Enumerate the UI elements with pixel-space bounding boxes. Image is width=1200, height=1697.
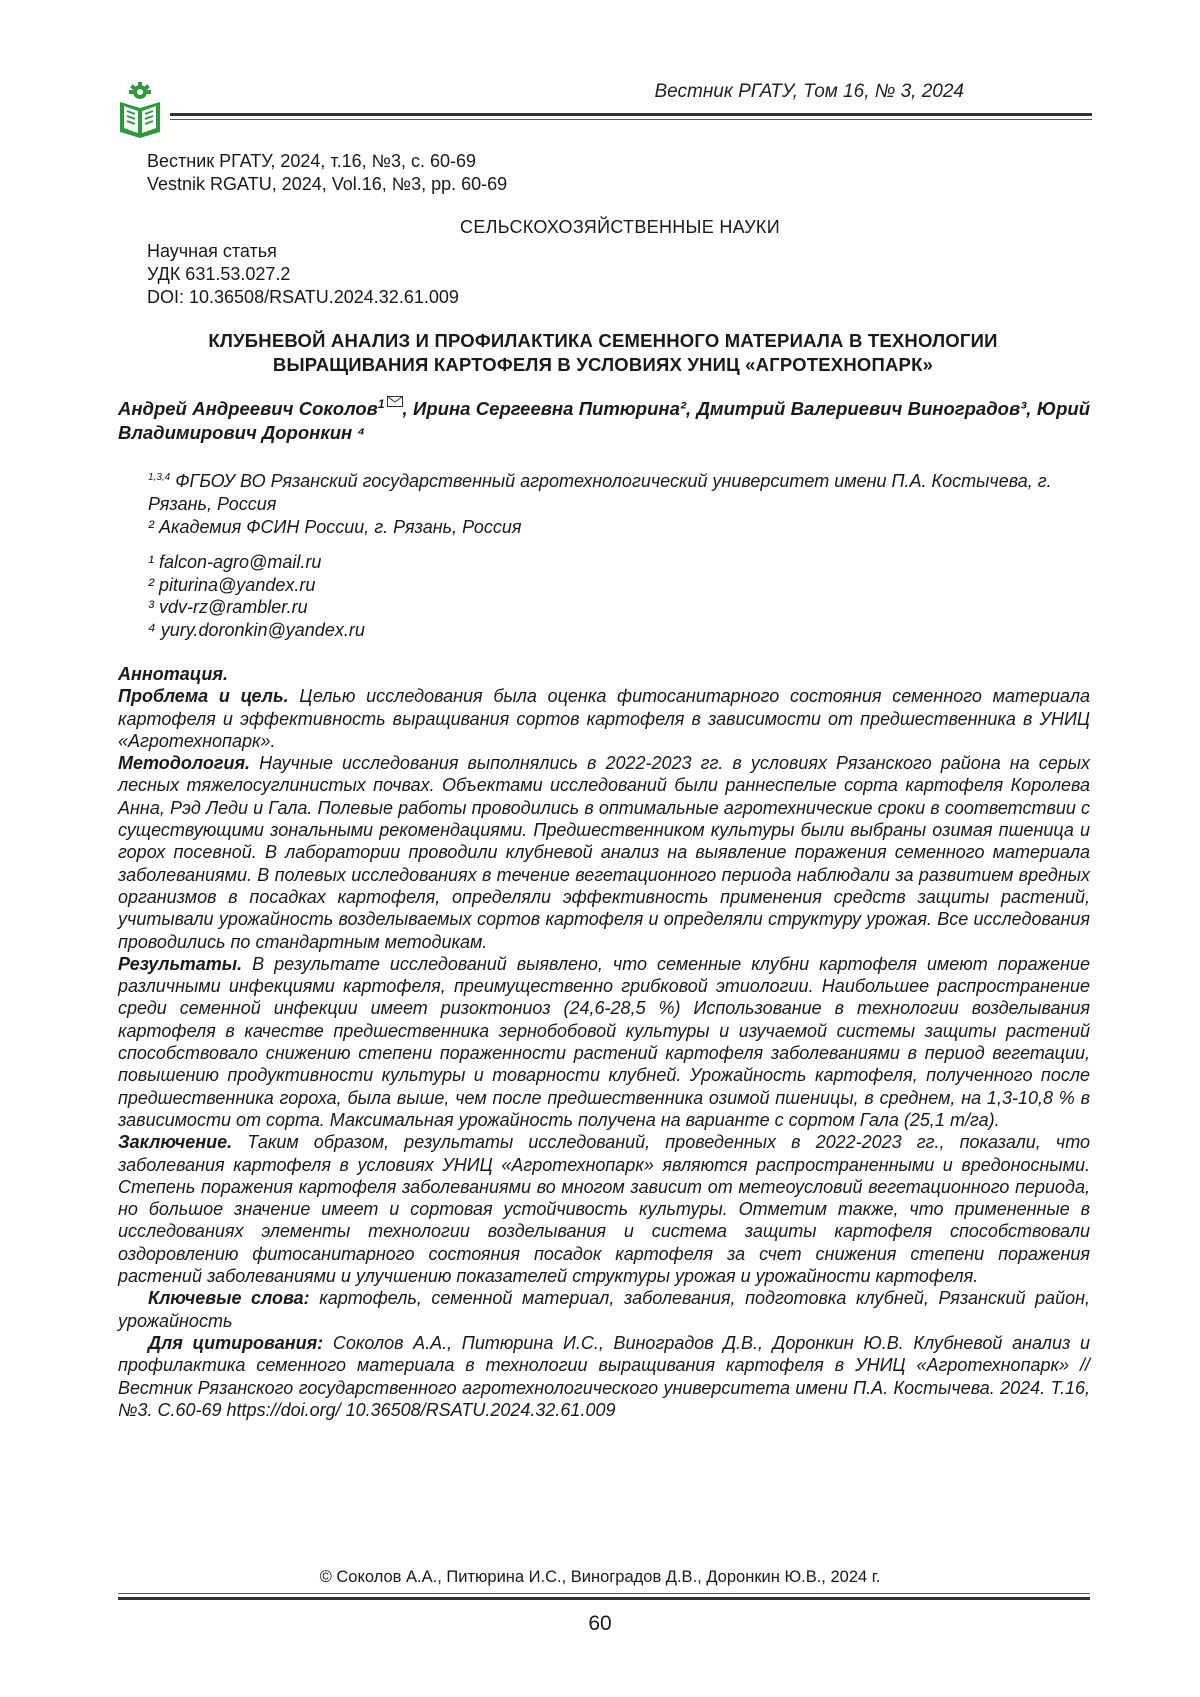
keywords [118, 1287, 1090, 1332]
methodology-label: Методология. [118, 753, 251, 774]
email-link[interactable]: ³ vdv-rz@rambler.ru [148, 597, 308, 617]
affiliations [118, 466, 1090, 539]
citation-block [147, 150, 507, 196]
problem-label: Проблема и цель. [118, 686, 289, 707]
affiliation-marks: 1,3,4 [148, 472, 171, 483]
cite-label: Для цитирования: [148, 1332, 324, 1353]
keywords-text: картофель, семенной материал, заболевания, подготовка клубней, Рязанский район, урожайность [118, 1288, 1091, 1331]
author-affil-mark: 1 [377, 397, 385, 411]
article-type: Научная статья [147, 241, 277, 261]
citation-ru: Вестник РГАТУ, 2024, т.16, №3, с. 60-69 [147, 151, 477, 171]
affiliation-text: ФГБОУ ВО Рязанский государственный агротехнологический университет имени П.А. Костычева, г. Рязань, Россия [148, 471, 1052, 514]
header-rule [170, 113, 1092, 121]
author-name: , Ирина Сергеевна Питюрина² [402, 398, 687, 420]
conclusion-text: Таким образом, результаты исследований, проведенных в 2022-2023 гг., показали, что заболевания картофеля в условиях УНИЦ «Агротехнопарк» являются распространенными и вредоносными. Степень поражения картофеля заболеваниями во многом зависит от метеоусловий вегетационного периода, но большое значение имеет и сортовая устойчивость культуры. Отметим также, что примененные в исследованиях элементы технологии возделывания и система защиты картофеля способствовали оздоровлению фитосанитарного состояния посадок картофеля за счет снижения степени поражения растений заболеваниями и улучшению показателей структуры урожая и урожайности картофеля. [118, 1132, 1090, 1287]
copyright-line: © Соколов А.А., Питюрина И.С., Виноградов Д.В., Доронкин Ю.В., 2024 г. [319, 1568, 881, 1586]
problem-text: Целью исследования была оценка фитосанитарного состояния семенного материала картофеля и эффективность выращивания сортов картофеля в зависимости от предшественника в УНИЦ «Агротехнопарк». [118, 686, 1091, 751]
affiliation-1 [118, 466, 1090, 516]
abstract-methodology [118, 752, 1090, 953]
section-heading: СЕЛЬСКОХОЗЯЙСТВЕННЫЕ НАУКИ [460, 217, 780, 237]
affiliation-2: ² Академия ФСИН России, г. Рязань, Россия [148, 517, 522, 537]
results-text: В результате исследований выявлено, что семенные клубни картофеля имеют поражение различными инфекциями картофеля, преимущественно грибковой этиологии. Наибольшее распространение среди семенной инфекции имеет ризоктониоз (24,6-28,5 %) Использование в технологии возделывания картофеля в качестве предшественника зернобобовой культуры и изучаемой системы защиты растений способствовало снижению степени пораженности растений картофеля заболеваниями в период вегетации, повышению продуктивности культуры и товарности клубней. Урожайность картофеля, полученного после предшественника гороха, была выше, чем после предшественника озимой пшеницы, в среднем, на 1,3-10,8 % в зависимости от сорта. Максимальная урожайность получена на варианте с сортом Гала (25,1 т/га). [118, 953, 1090, 1130]
how-to-cite [118, 1332, 1090, 1421]
author-name: , Юрий Владимирович Доронкин ⁴ [118, 398, 1090, 444]
udk: УДК 631.53.027.2 [147, 264, 291, 284]
author-name: Андрей Андреевич Соколов [118, 398, 378, 420]
footer-rule [118, 1593, 1090, 1601]
title-line: ВЫРАЩИВАНИЯ КАРТОФЕЛЯ В УСЛОВИЯХ УНИЦ «АГРОТЕХНОПАРК» [272, 354, 934, 375]
email-list [148, 551, 365, 641]
article-meta [147, 240, 459, 309]
abstract-heading: Аннотация. [118, 664, 228, 684]
abstract-conclusion [118, 1131, 1090, 1287]
keywords-label: Ключевые слова: [148, 1288, 310, 1309]
email-link[interactable]: ⁴ yury.doronkin@yandex.ru [148, 619, 365, 640]
title-line: КЛУБНЕВОЙ АНАЛИЗ И ПРОФИЛАКТИКА СЕМЕННОГО МАТЕРИАЛА В ТЕХНОЛОГИИ [208, 330, 998, 351]
abstract-problem [118, 685, 1090, 752]
journal-running-title: Вестник РГАТУ, Том 16, № 3, 2024 [654, 81, 964, 102]
open-book-with-gear-logo [118, 82, 162, 138]
cite-text: Соколов А.А., Питюрина И.С., Виноградов Д.В., Доронкин Ю.В. Клубневой анализ и профилактика семенного материала в технологии выращивания картофеля в УНИЦ «Агротехнопарк» // Вестник Рязанского государственного агротехнологического университета имени П.А. Костычева. 2024. Т.16, №3. С.60-69 https://doi.org/ 10.36508/RSATU.2024.32.61.009 [118, 1332, 1090, 1420]
author-name: , Дмитрий Валериевич Виноградов³ [686, 398, 1027, 420]
conclusion-label: Заключение. [118, 1132, 233, 1153]
email-link[interactable]: ¹ falcon-agro@mail.ru [148, 552, 322, 572]
article-title [118, 329, 1088, 377]
citation-en: Vestnik RGATU, 2024, Vol.16, №3, pp. 60-69 [147, 174, 508, 194]
email-link[interactable]: ² piturina@yandex.ru [148, 574, 316, 595]
abstract [118, 663, 1090, 1421]
results-label: Результаты. [118, 953, 243, 974]
envelope-icon[interactable] [387, 396, 403, 407]
page-number: 60 [588, 1612, 612, 1635]
methodology-text: Научные исследования выполнялись в 2022-2023 гг. в условиях Рязанского района на серых лесных тяжелосуглинистых почвах. Объектами исследований были раннеспелые сорта картофеля Королева Анна, Рэд Леди и Гала. Полевые работы проводились в оптимальные агротехнические сроки в соответствии с существующими зональными рекомендациями. Предшественником культуры были выбраны озимая пшеница и горох посевной. В лаборатории проводили клубневой анализ на выявление поражения семенного материала заболеваниями. В полевых исследованиях в течение вегетационного периода наблюдали за развитием вредных организмов в посадках картофеля, определяли эффективность применения средств защиты растений, учитывали урожайность возделываемых сортов картофеля и определяли структуру урожая. Все исследования проводились по стандартным методикам. [118, 753, 1090, 952]
author-list [118, 392, 1090, 445]
abstract-results [118, 953, 1090, 1131]
doi: DOI: 10.36508/RSATU.2024.32.61.009 [147, 287, 459, 307]
